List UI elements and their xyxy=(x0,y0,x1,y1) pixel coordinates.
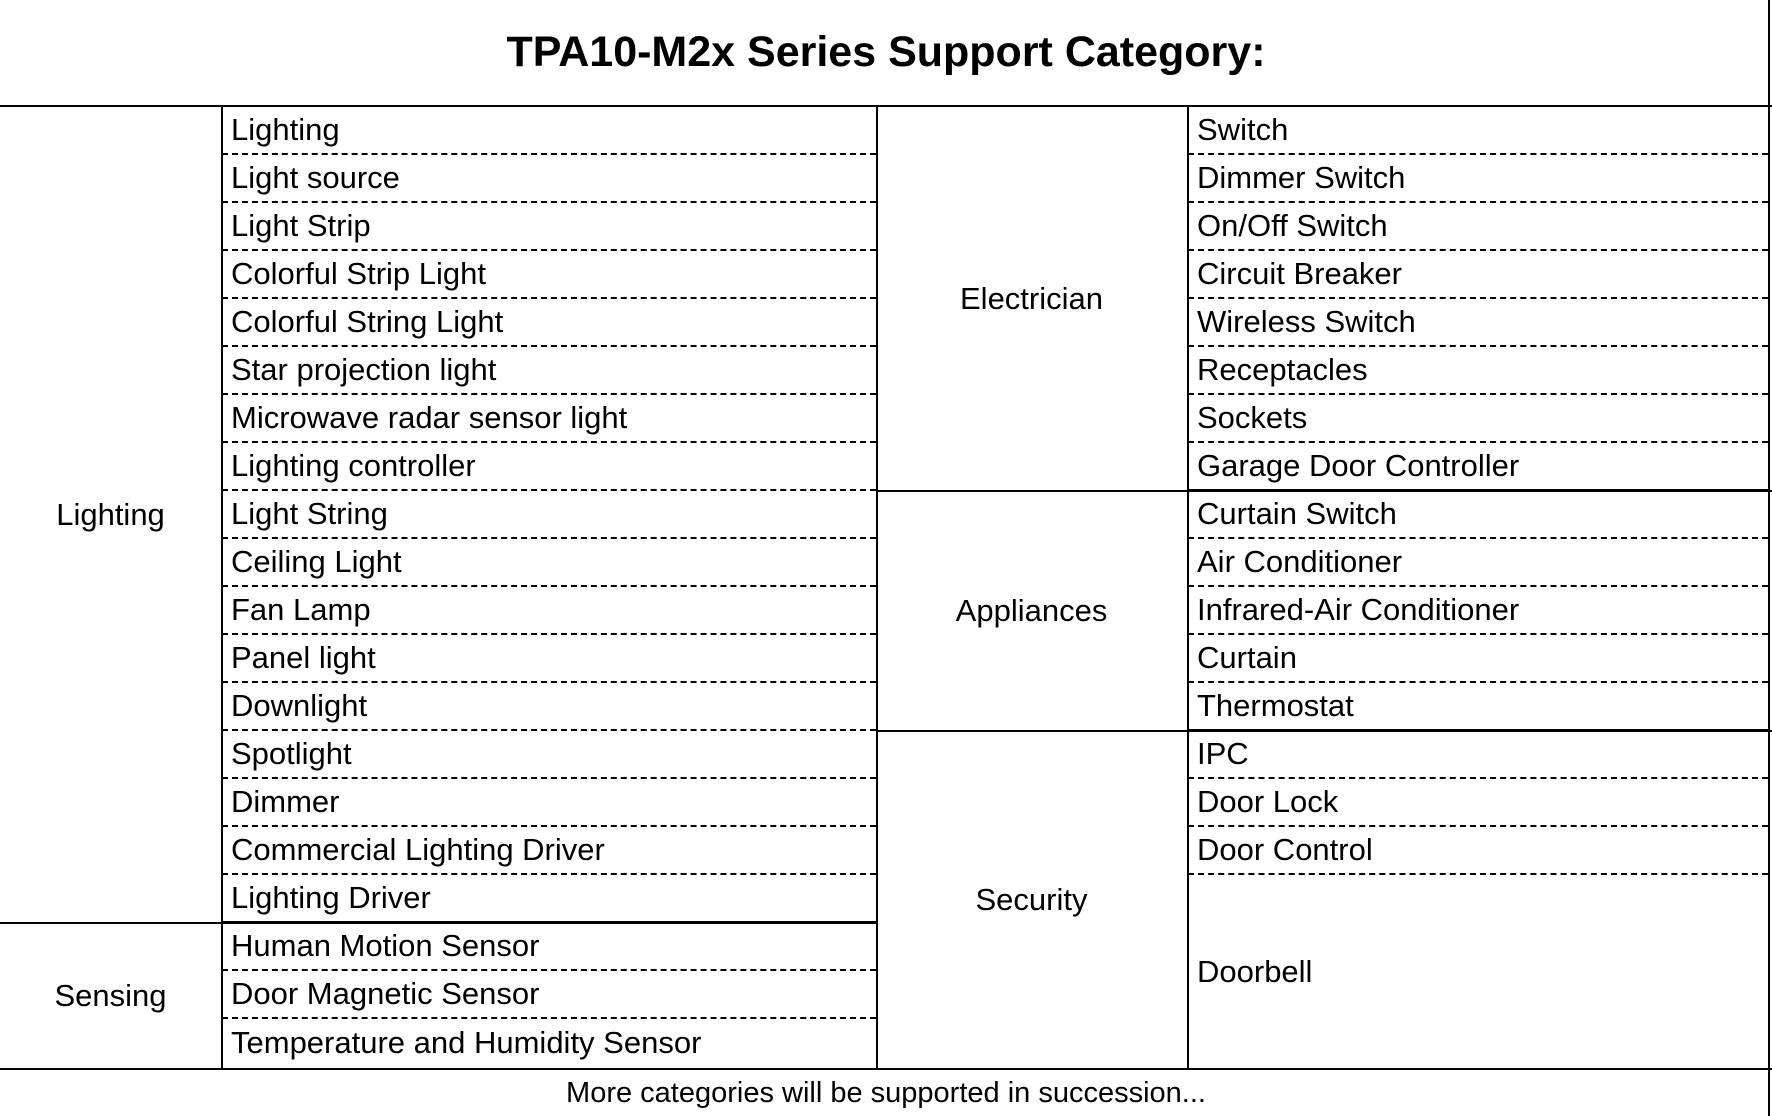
page-title: TPA10-M2x Series Support Category: xyxy=(0,0,1772,107)
divider-vertical-2 xyxy=(876,107,878,1068)
group-label-lighting: Lighting xyxy=(56,497,165,532)
divider-vertical-right-edge xyxy=(1768,0,1770,1116)
list-item: Circuit Breaker xyxy=(1188,251,1768,299)
list-item: Wireless Switch xyxy=(1188,299,1768,347)
list-item: Curtain Switch xyxy=(1188,491,1768,539)
group-label-security: Security xyxy=(975,881,1088,917)
list-item: IPC xyxy=(1188,731,1768,779)
list-item: Air Conditioner xyxy=(1188,539,1768,587)
list-item: Thermostat xyxy=(1188,683,1768,731)
divider-vertical-3 xyxy=(1187,107,1189,1068)
list-item: Sockets xyxy=(1188,395,1768,443)
list-item: Switch xyxy=(1188,107,1768,155)
list-item: Microwave radar sensor light xyxy=(222,395,876,443)
divider-electrician-appliances xyxy=(876,490,1772,492)
list-item: Lighting xyxy=(222,107,876,155)
list-item: Lighting controller xyxy=(222,443,876,491)
list-item: Star projection light xyxy=(222,347,876,395)
list-item: Door Lock xyxy=(1188,779,1768,827)
list-item: Garage Door Controller xyxy=(1188,443,1768,491)
list-item: Human Motion Sensor xyxy=(222,923,876,971)
list-item: Temperature and Humidity Sensor xyxy=(231,1025,702,1060)
list-item: Spotlight xyxy=(222,731,876,779)
list-item: Light Strip xyxy=(222,203,876,251)
list-item: Receptacles xyxy=(1188,347,1768,395)
list-item: Door Control xyxy=(1188,827,1768,875)
group-label-sensing: Sensing xyxy=(54,977,167,1013)
list-item: Infrared-Air Conditioner xyxy=(1188,587,1768,635)
list-item: Fan Lamp xyxy=(222,587,876,635)
list-item: Colorful Strip Light xyxy=(222,251,876,299)
list-item: Downlight xyxy=(222,683,876,731)
list-item: Curtain xyxy=(1188,635,1768,683)
list-item: Light String xyxy=(222,491,876,539)
group-label-electrician: Electrician xyxy=(960,281,1103,316)
list-item: Ceiling Light xyxy=(222,539,876,587)
list-item: Colorful String Light xyxy=(222,299,876,347)
list-item: Door Magnetic Sensor xyxy=(222,971,876,1019)
list-item: On/Off Switch xyxy=(1188,203,1768,251)
list-item: Light source xyxy=(222,155,876,203)
list-item: Commercial Lighting Driver xyxy=(222,827,876,875)
group-label-appliances: Appliances xyxy=(955,593,1108,628)
list-item: Dimmer xyxy=(222,779,876,827)
footer-note: More categories will be supported in succession... xyxy=(0,1068,1772,1116)
divider-lighting-sensing xyxy=(0,922,876,924)
list-item: Panel light xyxy=(222,635,876,683)
list-item: Doorbell xyxy=(1197,953,1313,989)
list-item: Dimmer Switch xyxy=(1188,155,1768,203)
divider-appliances-security xyxy=(876,730,1772,732)
list-item: Lighting Driver xyxy=(222,875,876,923)
